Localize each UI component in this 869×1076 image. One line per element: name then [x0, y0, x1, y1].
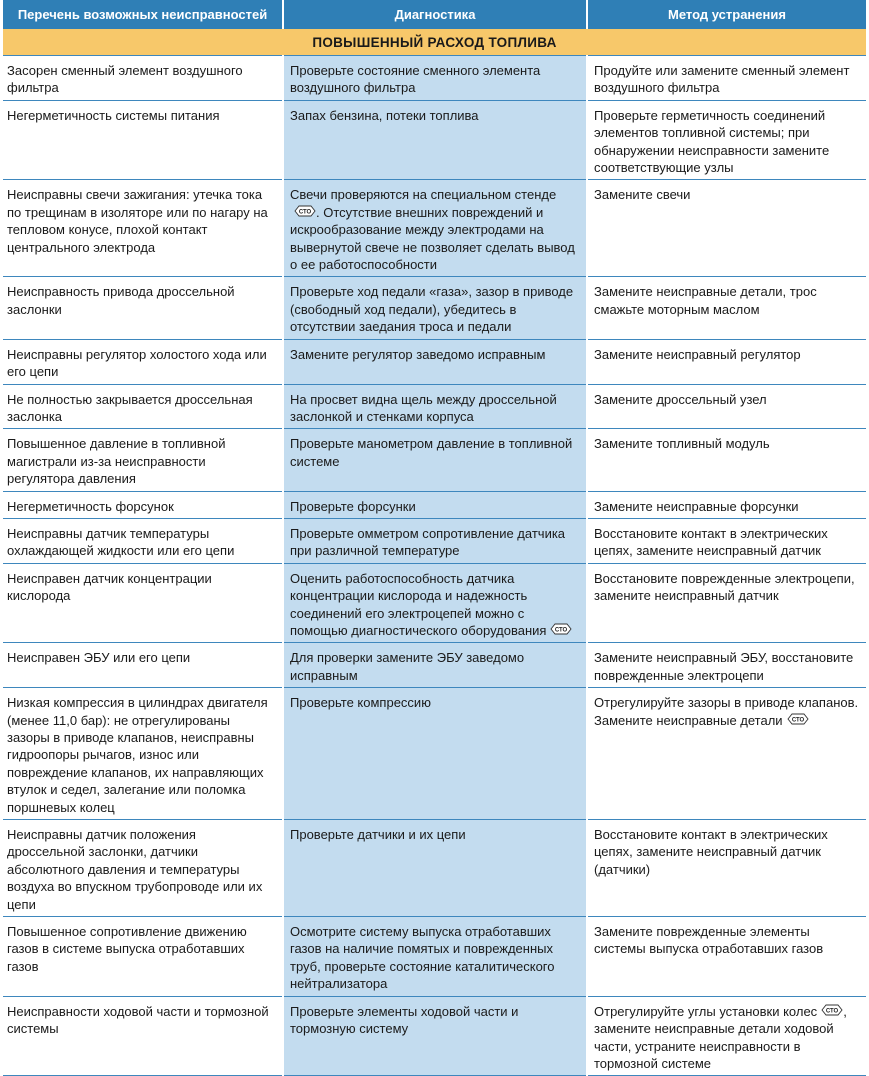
troubleshooting-table [3, 0, 866, 1076]
diagnostics-cell: Проверьте элементы ходовой части и тормозную систему [283, 996, 587, 1076]
remedy-cell: Восстановите контакт в электрических цепях, замените неисправный датчик (датчики) [587, 820, 866, 917]
remedy-cell [587, 688, 866, 820]
remedy-text: Отрегулируйте зазоры в приводе клапанов. Замените неисправные детали [594, 695, 859, 728]
table-row [3, 917, 866, 997]
header-remedy: Метод устранения [587, 0, 866, 29]
diagnostics-text: Оценить работоспособность датчика концентрации кислорода и надежность соединений его электроцепей можно с помощью диагностического оборудования [290, 570, 547, 638]
table-row [3, 339, 866, 384]
sto-label: СТО [555, 627, 568, 634]
table-row [3, 688, 866, 820]
remedy-cell: Проверьте герметичность соединений элементов топливной системы; при обнаружении неисправности замените соответствующие узлы [587, 100, 866, 180]
service-station-icon [787, 713, 809, 725]
diagnostics-cell: Запах бензина, потеки топлива [283, 100, 587, 180]
remedy-cell: Замените топливный модуль [587, 429, 866, 491]
header-diagnostics: Диагностика [283, 0, 587, 29]
table-row [3, 384, 866, 429]
diagnostics-cell [283, 563, 587, 643]
table-row [3, 518, 866, 563]
remedy-cell: Замените неисправный ЭБУ, восстановите поврежденные электроцепи [587, 643, 866, 688]
remedy-cell: Замените неисправный регулятор [587, 339, 866, 384]
remedy-cell: Восстановите контакт в электрических цепях, замените неисправный датчик [587, 518, 866, 563]
table-row [3, 56, 866, 101]
remedy-cell: Замените свечи [587, 180, 866, 277]
table-header-row [3, 0, 866, 29]
sto-label: СТО [791, 716, 804, 723]
diagnostics-cell: Для проверки замените ЭБУ заведомо исправным [283, 643, 587, 688]
diagnostics-cell: Проверьте состояние сменного элемента воздушного фильтра [283, 56, 587, 101]
fault-cell: Повышенное сопротивление движению газов в системе выпуска отработавших газов [3, 917, 283, 997]
fault-cell: Неисправен датчик концентрации кислорода [3, 563, 283, 643]
table-row [3, 820, 866, 917]
diagnostics-cell: Проверьте компрессию [283, 688, 587, 820]
fault-cell: Неисправны свечи зажигания: утечка тока по трещинам в изоляторе или по нагару на тепловом конусе, плохой контакт центрального электрода [3, 180, 283, 277]
service-station-icon [821, 1004, 843, 1016]
diagnostics-cell: Проверьте манометром давление в топливной системе [283, 429, 587, 491]
diagnostics-cell: Проверьте форсунки [283, 491, 587, 518]
table-row [3, 429, 866, 491]
remedy-cell: Замените поврежденные элементы системы выпуска отработавших газов [587, 917, 866, 997]
remedy-cell: Замените неисправные форсунки [587, 491, 866, 518]
table-row [3, 996, 866, 1076]
table-row [3, 643, 866, 688]
table-row [3, 563, 866, 643]
fault-cell: Не полностью закрывается дроссельная заслонка [3, 384, 283, 429]
fault-cell: Негерметичность форсунок [3, 491, 283, 518]
fault-cell: Засорен сменный элемент воздушного фильтра [3, 56, 283, 101]
table-row [3, 277, 866, 339]
diagnostics-cell: Замените регулятор заведомо исправным [283, 339, 587, 384]
remedy-cell: Продуйте или замените сменный элемент воздушного фильтра [587, 56, 866, 101]
remedy-cell: Замените неисправные детали, трос смажьте моторным маслом [587, 277, 866, 339]
fault-cell: Неисправность привода дроссельной заслонки [3, 277, 283, 339]
fault-cell: Неисправны датчик положения дроссельной заслонки, датчики абсолютного давления и температуры воздуха во впускном трубопроводе или их цепи [3, 820, 283, 917]
remedy-cell [587, 996, 866, 1076]
service-station-icon [294, 205, 316, 217]
table-row [3, 491, 866, 518]
fault-cell: Низкая компрессия в цилиндрах двигателя (менее 11,0 бар): не отрегулированы зазоры в приводе клапанов, неисправны гидроопоры рычагов, износ или повреждение клапанов, их направляющих втулок и седел, залегание или поломка поршневых колец [3, 688, 283, 820]
table-row [3, 100, 866, 180]
diagnostics-text: Свечи проверяются на специальном стенде [290, 187, 557, 203]
diagnostics-cell: Проверьте датчики и их цепи [283, 820, 587, 917]
table-row [3, 180, 866, 277]
diagnostics-cell: Проверьте ход педали «газа», зазор в приводе (свободный ход педали), убедитесь в отсутствии заедания троса и педали [283, 277, 587, 339]
diagnostics-cell: Осмотрите систему выпуска отработавших газов на наличие помятых и поврежденных труб, проверьте состояние каталитического нейтрализатора [283, 917, 587, 997]
fault-cell: Повышенное давление в топливной магистрали из-за неисправности регулятора давления [3, 429, 283, 491]
fault-cell: Неисправны датчик температуры охлаждающей жидкости или его цепи [3, 518, 283, 563]
remedy-text: , замените неисправные детали ходовой части, устраните неисправности в тормозной системе [594, 1003, 847, 1071]
diagnostics-cell [283, 180, 587, 277]
section-title: ПОВЫШЕННЫЙ РАСХОД ТОПЛИВА [3, 29, 866, 56]
remedy-text: Отрегулируйте углы установки колес [594, 1003, 818, 1019]
sto-label: СТО [826, 1008, 839, 1015]
diagnostics-cell: На просвет видна щель между дроссельной заслонкой и стенками корпуса [283, 384, 587, 429]
fault-cell: Негерметичность системы питания [3, 100, 283, 180]
sto-label: СТО [298, 209, 312, 216]
header-faults: Перечень возможных неисправностей [3, 0, 283, 29]
remedy-cell: Замените дроссельный узел [587, 384, 866, 429]
service-station-icon [550, 623, 572, 635]
fault-cell: Неисправности ходовой части и тормозной системы [3, 996, 283, 1076]
fault-cell: Неисправны регулятор холостого хода или его цепи [3, 339, 283, 384]
fault-cell: Неисправен ЭБУ или его цепи [3, 643, 283, 688]
diagnostics-cell: Проверьте омметром сопротивление датчика при различной температуре [283, 518, 587, 563]
diagnostics-text: . Отсутствие внешних повреждений и искрообразование между электродами на вывернутой свече не позволяет сделать вывод о ее работоспособности [290, 204, 575, 273]
remedy-cell: Восстановите поврежденные электроцепи, замените неисправный датчик [587, 563, 866, 643]
section-row [3, 29, 866, 56]
